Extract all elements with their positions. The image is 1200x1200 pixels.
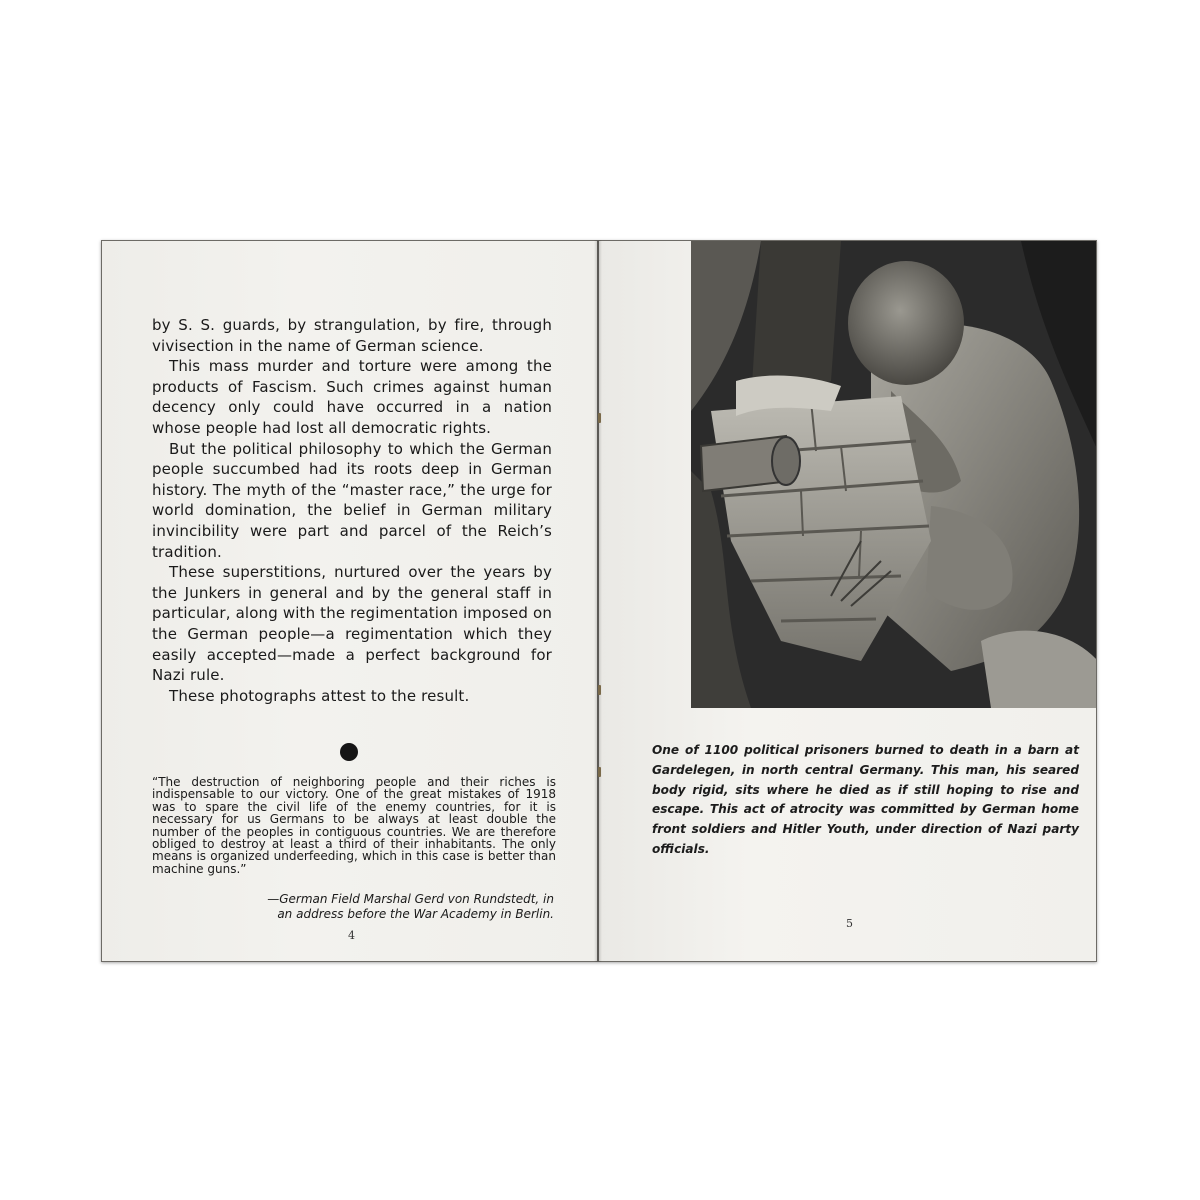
- page-number-left: 4: [348, 929, 355, 942]
- quote-text: “The destruction of neighboring people and their riches is indispensable to our victory. One of the great mistakes of 1918 was to spare the civil life of the enemy countries, for it is necessary for us Germans to be always at least double the number of the peoples in contiguous countries. We are therefore obliged to destroy at least a third of their inhabitants. The only means is organized underfeeding, which in this case is better than machine guns.”: [152, 775, 556, 876]
- photograph: [691, 241, 1097, 708]
- staple: [598, 685, 601, 695]
- paragraph: This mass murder and torture were among the products of Fascism. Such crimes against human decency only could have occurred in a nation whose people had lost all democratic rights.: [152, 357, 552, 437]
- quote-attribution: [162, 892, 554, 922]
- paragraph: by S. S. guards, by strangulation, by fire, through vivisection in the name of German science.: [152, 316, 552, 355]
- attribution-line: an address before the War Academy in Berlin.: [277, 907, 554, 921]
- body-text: [152, 315, 552, 706]
- gutter-shadow: [594, 240, 602, 962]
- staple: [598, 767, 601, 777]
- open-booklet: [101, 240, 1097, 962]
- attribution-line: —German Field Marshal Gerd von Rundstedt, in: [267, 892, 554, 906]
- photograph-illustration: [691, 241, 1097, 708]
- bullet-ornament: [340, 743, 358, 761]
- page-number-right: 5: [846, 917, 853, 930]
- left-page: [101, 240, 598, 962]
- paragraph: But the political philosophy to which the German people succumbed had its roots deep in German history. The myth of the “master race,” the urge for world domination, the belief in German military invincibility were part and parcel of the Reich’s tradition.: [152, 439, 552, 561]
- right-page: [598, 240, 1097, 962]
- paragraph: These superstitions, nurtured over the years by the Junkers in general and by the general staff in particular, along with the regimentation imposed on the German people—a regimentation which they easily accepted—made a perfect background for Nazi rule.: [152, 563, 552, 685]
- staple: [598, 413, 601, 423]
- photo-caption: One of 1100 political prisoners burned to death in a barn at Gardelegen, in north central Germany. This man, his seared body rigid, sits where he died as if still hoping to rise and escape. This act of atrocity was committed by German home front soldiers and Hitler Youth, under direction of Nazi party officials.: [652, 743, 1079, 856]
- paragraph: These photographs attest to the result.: [169, 686, 470, 705]
